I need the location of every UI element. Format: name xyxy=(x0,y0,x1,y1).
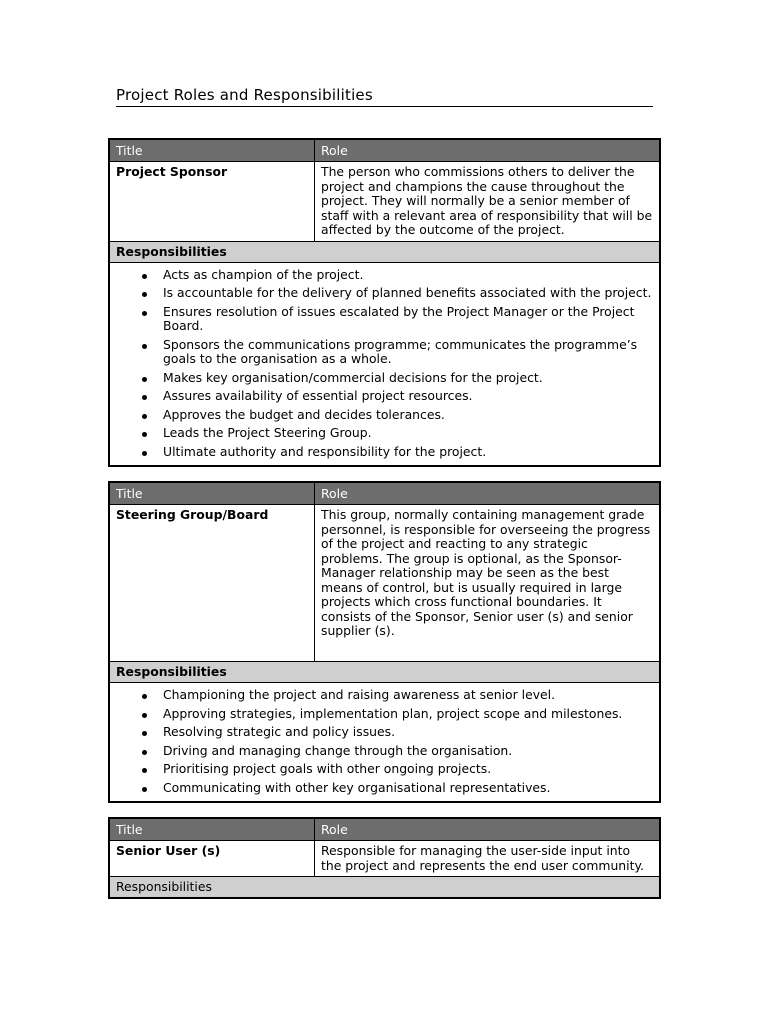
table-header-row xyxy=(109,482,660,505)
responsibilities-cell xyxy=(109,683,660,803)
bullet-icon xyxy=(142,311,147,316)
list-item-text: Communicating with other key organisational representatives. xyxy=(163,779,551,795)
role-table-project-sponsor xyxy=(108,138,661,467)
list-item xyxy=(116,268,653,283)
list-item-text: Ensures resolution of issues escalated by the Project Manager or the Project Board. xyxy=(163,303,635,333)
responsibilities-row xyxy=(109,683,660,803)
table-row xyxy=(109,162,660,242)
title-column-header: Title xyxy=(109,482,315,505)
responsibilities-label: Responsibilities xyxy=(109,662,660,683)
bullet-icon xyxy=(142,432,147,437)
document-title: Project Roles and Responsibilities xyxy=(116,86,653,107)
role-description: Responsible for managing the user-side input into the project and represents the end user community. xyxy=(315,841,661,877)
list-item xyxy=(116,744,653,759)
responsibilities-header-row xyxy=(109,662,660,683)
bullet-icon xyxy=(142,274,147,279)
list-item xyxy=(116,389,653,404)
table-header-row xyxy=(109,139,660,162)
bullet-icon xyxy=(142,292,147,297)
list-item-text: Approves the budget and decides tolerances. xyxy=(163,406,445,422)
responsibilities-list xyxy=(116,688,653,795)
list-item-text: Driving and managing change through the organisation. xyxy=(163,742,513,758)
list-item xyxy=(116,371,653,386)
list-item xyxy=(116,725,653,740)
role-column-header: Role xyxy=(315,139,661,162)
responsibilities-cell xyxy=(109,262,660,466)
role-title: Project Sponsor xyxy=(109,162,315,242)
bullet-icon xyxy=(142,713,147,718)
role-table-steering-group xyxy=(108,481,661,803)
list-item xyxy=(116,305,653,334)
list-item-text: Acts as champion of the project. xyxy=(163,266,364,282)
bullet-icon xyxy=(142,344,147,349)
bullet-icon xyxy=(142,750,147,755)
list-item xyxy=(116,408,653,423)
table-header-row xyxy=(109,818,660,841)
list-item-text: Leads the Project Steering Group. xyxy=(163,425,372,440)
list-item xyxy=(116,707,653,722)
role-column-header: Role xyxy=(315,482,661,505)
bullet-icon xyxy=(142,731,147,736)
list-item xyxy=(116,781,653,796)
table-row xyxy=(109,841,660,877)
list-item-text: Makes key organisation/commercial decisions for the project. xyxy=(163,369,543,385)
responsibilities-header-row xyxy=(109,241,660,262)
list-item-text: Approving strategies, implementation plan, project scope and milestones. xyxy=(163,705,623,721)
responsibilities-row xyxy=(109,262,660,466)
table-row xyxy=(109,505,660,662)
list-item xyxy=(116,762,653,777)
responsibilities-header-row xyxy=(109,877,660,899)
bullet-icon xyxy=(142,694,147,699)
title-column-header: Title xyxy=(109,139,315,162)
role-title: Steering Group/Board xyxy=(109,505,315,662)
list-item-text: Assures availability of essential project resources. xyxy=(163,388,473,403)
list-item-text: Is accountable for the delivery of planned benefits associated with the project. xyxy=(163,285,652,300)
list-item xyxy=(116,286,653,301)
list-item-text: Ultimate authority and responsibility for the project. xyxy=(163,443,487,459)
bullet-icon xyxy=(142,768,147,773)
list-item xyxy=(116,426,653,441)
bullet-icon xyxy=(142,451,147,456)
bullet-icon xyxy=(142,414,147,419)
role-title: Senior User (s) xyxy=(109,841,315,877)
list-item xyxy=(116,338,653,367)
list-item-text: Resolving strategic and policy issues. xyxy=(163,724,396,739)
list-item-text: Prioritising project goals with other ongoing projects. xyxy=(163,761,492,776)
responsibilities-label: Responsibilities xyxy=(109,877,660,899)
bullet-icon xyxy=(142,787,147,792)
responsibilities-list xyxy=(116,268,653,460)
role-description: This group, normally containing management grade personnel, is responsible for overseeing the progress of the project and reacting to any strategic problems. The group is optional, as the Sponsor-Manager relationship may be seen as the best means of control, but is usually required in large projects which cross functional boundaries. It consists of the Sponsor, Senior user (s) and senior supplier (s). xyxy=(315,505,661,662)
responsibilities-label: Responsibilities xyxy=(109,241,660,262)
list-item xyxy=(116,445,653,460)
list-item-text: Championing the project and raising awareness at senior level. xyxy=(163,687,556,702)
list-item xyxy=(116,688,653,703)
role-column-header: Role xyxy=(315,818,661,841)
list-item-text: Sponsors the communications programme; communicates the programme’s goals to the organisation as a whole. xyxy=(163,336,638,366)
role-description: The person who commissions others to deliver the project and champions the cause throughout the project. They will normally be a senior member of staff with a relevant area of responsibility that will be affected by the outcome of the project. xyxy=(315,162,661,242)
title-column-header: Title xyxy=(109,818,315,841)
role-table-senior-user xyxy=(108,817,661,899)
bullet-icon xyxy=(142,395,147,400)
bullet-icon xyxy=(142,377,147,382)
